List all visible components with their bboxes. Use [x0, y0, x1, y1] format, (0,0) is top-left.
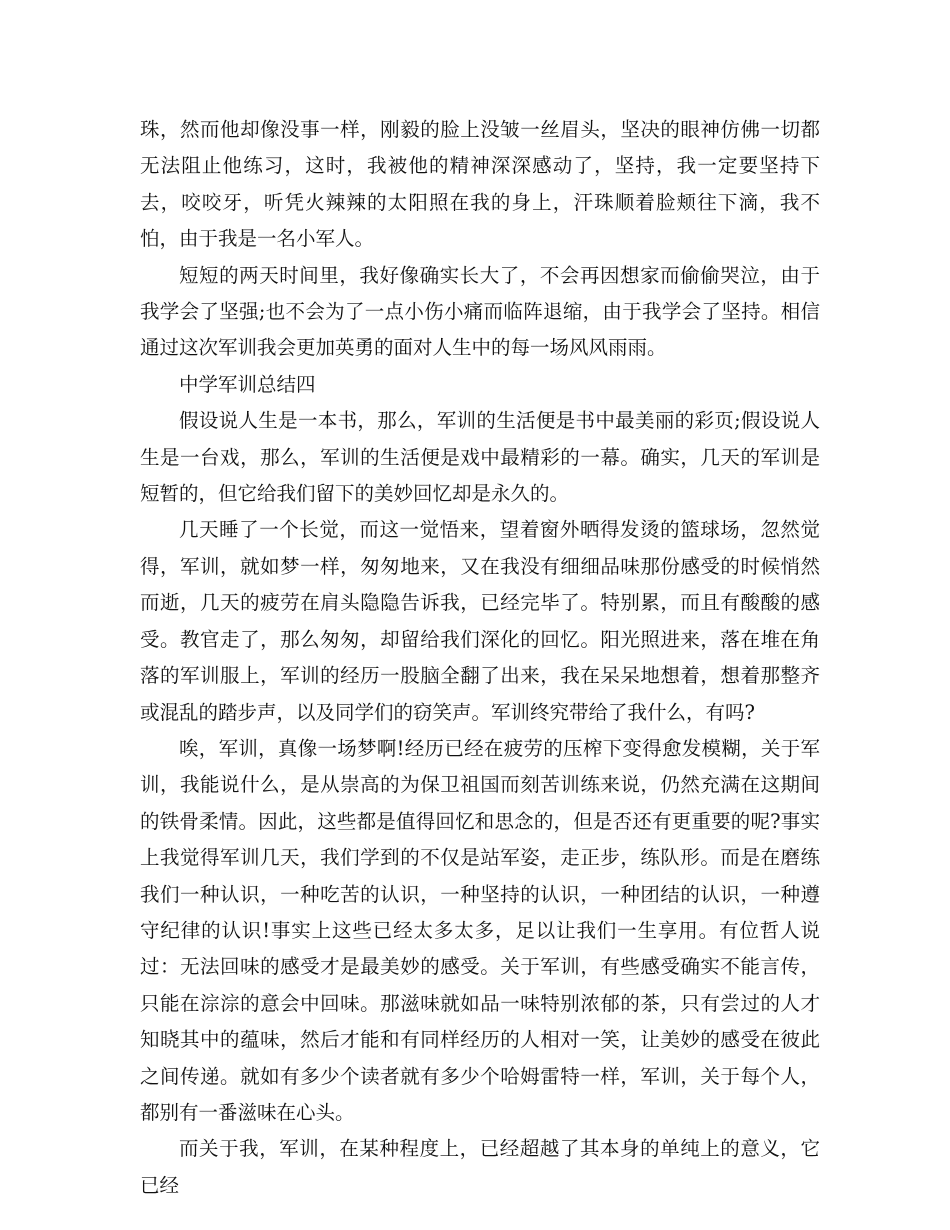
paragraph: 几天睡了一个长觉，而这一觉悟来，望着窗外晒得发烫的篮球场，忽然觉得，军训，就如梦一样，匆匆地来，又在我没有细细品味那份感受的时候悄然而逝，几天的疲劳在肩头隐隐告诉我，已经完毕了。特别累，而且有酸酸的感受。教官走了，那么匆匆，却留给我们深化的回忆。阳光照进来，落在堆在角落的军训服上，军训的经历一股脑全翻了出来，我在呆呆地想着，想着那整齐或混乱的踏步声，以及同学们的窃笑声。军训终究带给了我什么，有吗?	[140, 518, 820, 724]
paragraph-truncated: 而关于我，军训，在某种程度上，已经超越了其本身的单纯上的意义，它已经	[140, 1137, 820, 1197]
paragraph-continuation: 珠，然而他却像没事一样，刚毅的脸上没皱一丝眉头，坚决的眼神仿佛一切都无法阻止他练习，这时，我被他的精神深深感动了，坚持，我一定要坚持下去，咬咬牙，听凭火辣辣的太阳照在我的身上，汗珠顺着脸颊往下滴，我不怕，由于我是一名小军人。	[140, 118, 820, 251]
paragraph: 短短的两天时间里，我好像确实长大了，不会再因想家而偷偷哭泣，由于我学会了坚强;也不会为了一点小伤小痛而临阵退缩，由于我学会了坚持。相信通过这次军训我会更加英勇的面对人生中的每一场风风雨雨。	[140, 263, 820, 360]
document-body	[140, 112, 820, 1204]
paragraph: 假设说人生是一本书，那么，军训的生活便是书中最美丽的彩页;假设说人生是一台戏，那么，军训的生活便是戏中最精彩的一幕。确实，几天的军训是短暂的，但它给我们留下的美妙回忆却是永久的。	[140, 409, 820, 506]
paragraph: 唉，军训，真像一场梦啊!经历已经在疲劳的压榨下变得愈发模糊，关于军训，我能说什么，是从崇高的为保卫祖国而刻苦训练来说，仍然充满在这期间的铁骨柔情。因此，这些都是值得回忆和思念的，但是否还有更重要的呢?事实上我觉得军训几天，我们学到的不仅是站军姿，走正步，练队形。而是在磨练我们一种认识，一种吃苦的认识，一种坚持的认识，一种团结的认识，一种遵守纪律的认识!事实上这些已经太多太多，足以让我们一生享用。有位哲人说过：无法回味的感受才是最美妙的感受。关于军训，有些感受确实不能言传，只能在淙淙的意会中回味。那滋味就如品一味特别浓郁的茶，只有尝过的人才知晓其中的蕴味，然后才能和有同样经历的人相对一笑，让美妙的感受在彼此之间传递。就如有多少个读者就有多少个哈姆雷特一样，军训，关于每个人，都别有一番滋味在心头。	[140, 736, 820, 1124]
section-heading: 中学军训总结四	[179, 372, 316, 396]
